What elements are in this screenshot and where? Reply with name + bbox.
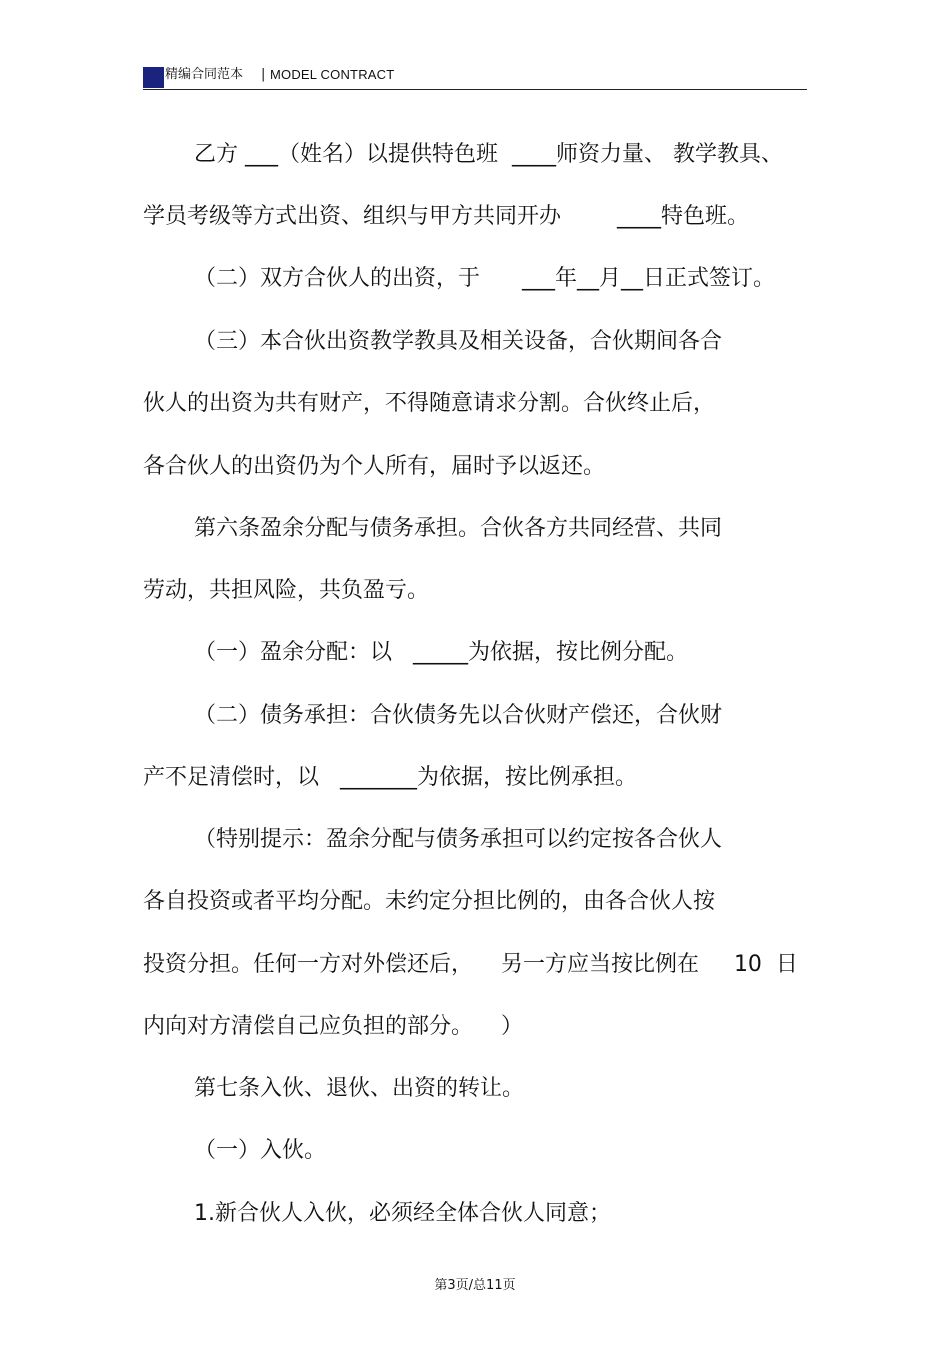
header-divider: | — [261, 67, 266, 82]
header-subtitle: MODEL CONTRACT — [270, 67, 395, 82]
paragraph-line: （一）入伙。 — [194, 1138, 327, 1163]
logo-square-icon — [143, 67, 164, 88]
paragraph-line: （二）债务承担：合伙债务先以合伙财产偿还，合伙财 — [194, 703, 723, 728]
paragraph-line: 伙人的出资为共有财产，不得随意请求分割。合伙终止后， — [143, 391, 716, 416]
paragraph-line: 乙方 ___（姓名）以提供特色班 ____师资力量、 教学教具、 — [194, 142, 783, 167]
paragraph-line: 第六条盈余分配与债务承担。合伙各方共同经营、共同 — [194, 516, 723, 541]
paragraph-line: 各合伙人的出资仍为个人所有，届时予以返还。 — [143, 454, 606, 479]
paragraph-line: （一）盈余分配：以 _____为依据，按比例分配。 — [194, 640, 688, 665]
page-header — [143, 62, 807, 90]
paragraph-line: 劳动，共担风险，共负盈亏。 — [143, 578, 430, 603]
paragraph-line: 产不足清偿时，以 _______为依据，按比例承担。 — [143, 765, 637, 790]
paragraph-line: 内向对方清偿自己应负担的部分。 ） — [143, 1014, 523, 1039]
paragraph-line: （二）双方合伙人的出资，于 ___年__月__日正式签订。 — [194, 266, 775, 291]
paragraph-line: （特别提示：盈余分配与债务承担可以约定按各合伙人 — [194, 827, 723, 852]
paragraph-line: 学员考级等方式出资、组织与甲方共同开办 ____特色班。 — [143, 204, 749, 229]
header-title: 精编合同范本 — [165, 67, 244, 82]
page-number: 第3页/总11页 — [434, 1278, 516, 1293]
paragraph-line: 各自投资或者平均分配。未约定分担比例的，由各合伙人按 — [143, 889, 716, 914]
paragraph-line: （三）本合伙出资教学教具及相关设备，合伙期间各合 — [194, 329, 723, 354]
paragraph-line: 1.新合伙人入伙，必须经全体合伙人同意； — [194, 1201, 611, 1226]
paragraph-line: 投资分担。任何一方对外偿还后， 另一方应当按比例在 10 日 — [143, 952, 798, 977]
paragraph-line: 第七条入伙、退伙、出资的转让。 — [194, 1076, 525, 1101]
